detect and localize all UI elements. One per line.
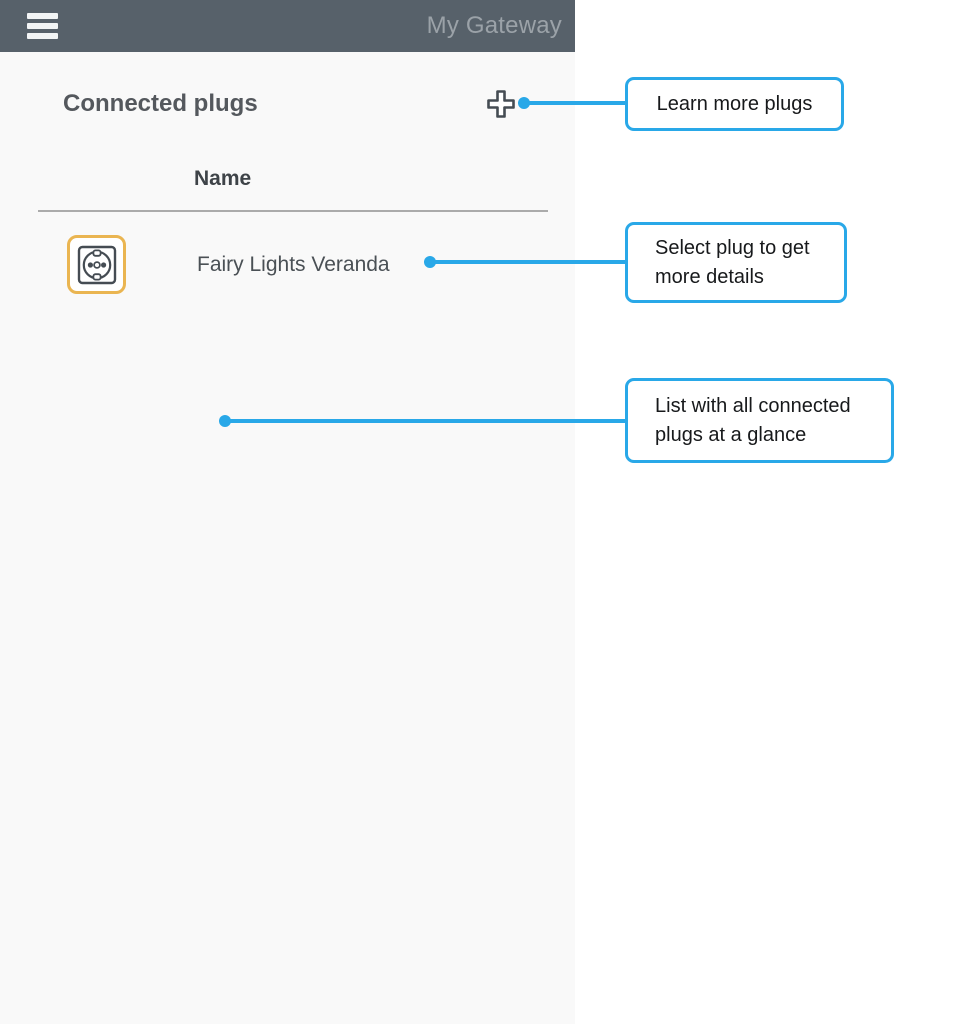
column-header-name: Name [194,167,252,190]
plug-name-label: Fairy Lights Veranda [197,252,390,276]
table-header-divider [38,210,548,212]
callout-text: Learn more plugs [656,92,813,115]
add-plug-button[interactable] [485,88,517,120]
page-title: Connected plugs [63,90,258,117]
hamburger-icon [27,33,58,39]
hamburger-icon [27,13,58,19]
callout-learn-more-plugs [625,77,844,131]
connector-line [524,101,627,105]
callout-text: Select plug to get more details [655,236,810,288]
plug-list-item[interactable] [67,235,537,294]
app-title: My Gateway [426,12,562,39]
connector-line [225,419,627,423]
callout-text: List with all connected plugs at a glance [655,394,851,446]
callout-select-plug [625,222,847,303]
callout-plug-list [625,378,894,463]
power-socket-icon [67,235,126,294]
hamburger-icon [27,23,58,29]
app-header [0,0,575,52]
connector-line [430,260,627,264]
hamburger-menu-button[interactable] [27,13,58,39]
plus-icon [485,108,517,123]
